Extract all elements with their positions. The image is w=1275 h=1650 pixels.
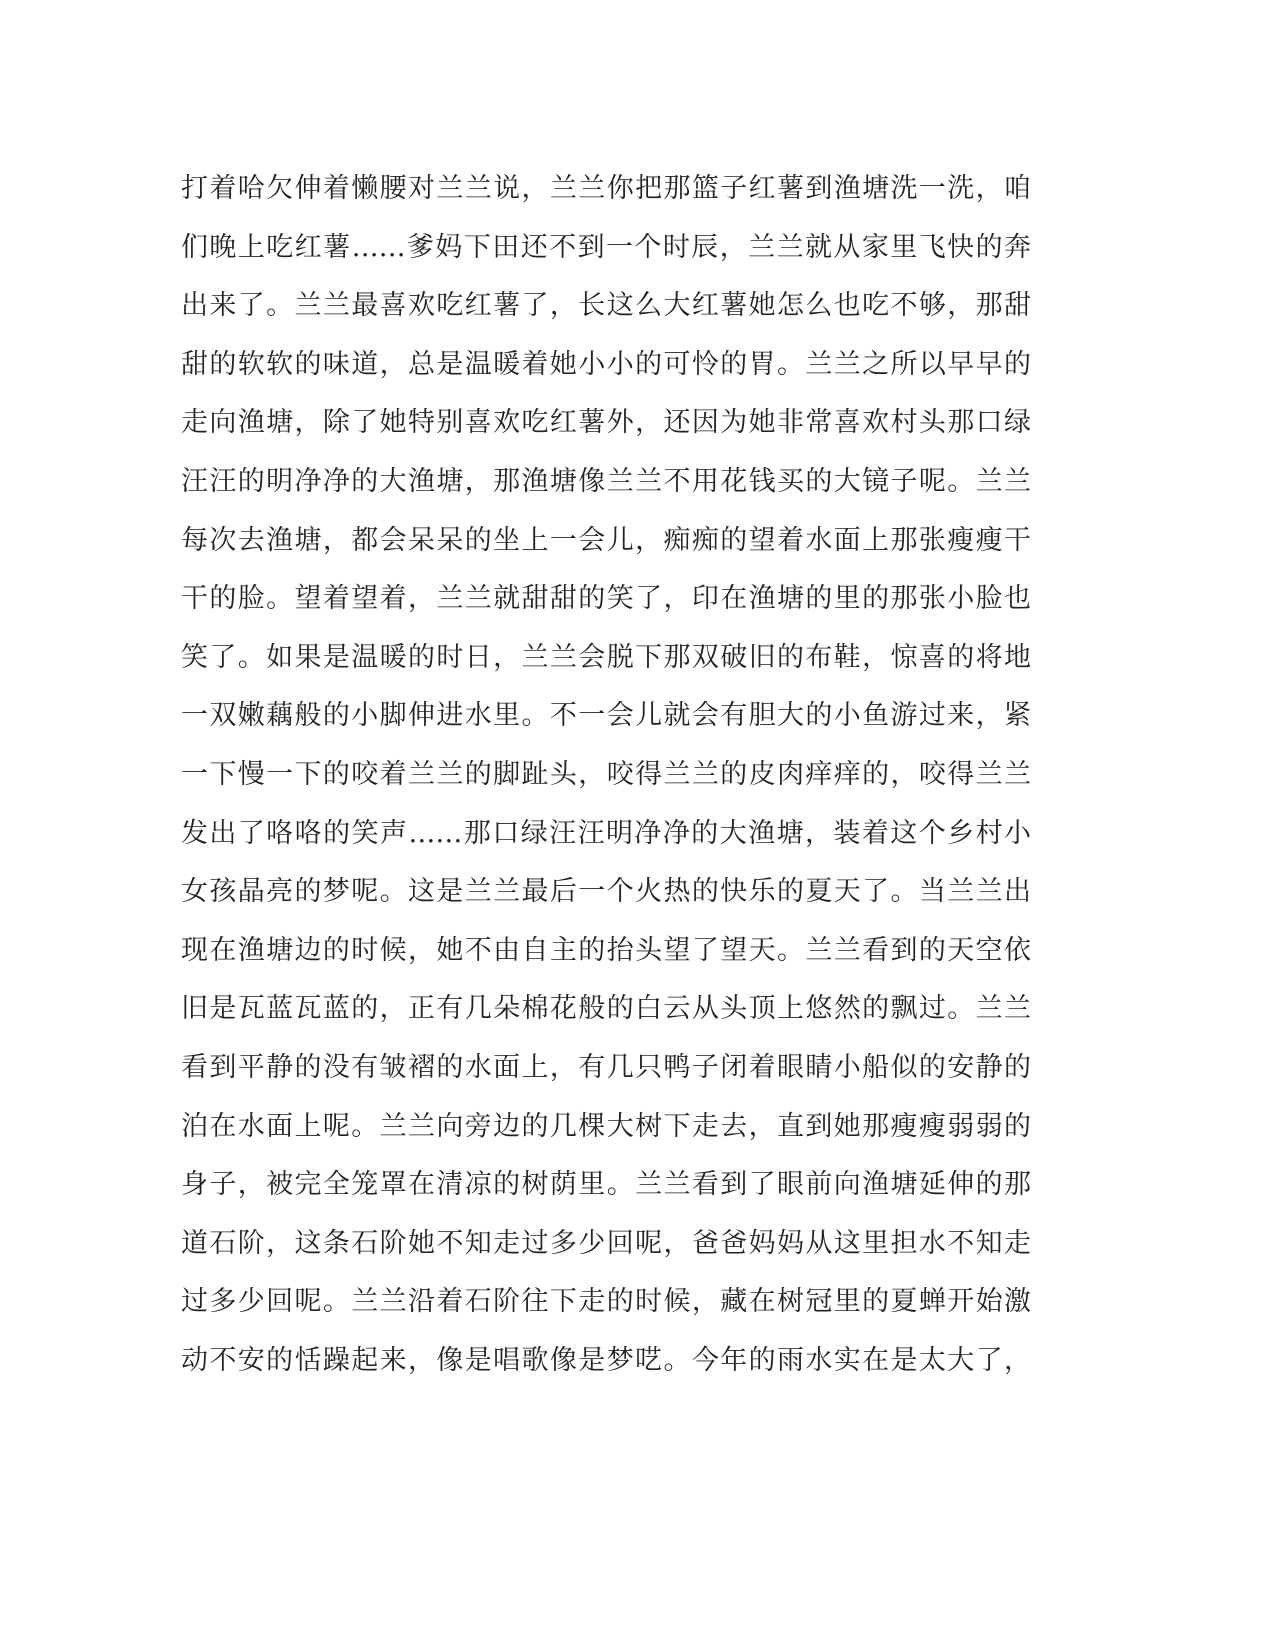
- text-line: 每次去渔塘，都会呆呆的坐上一会儿，痴痴的望着水面上那张瘦瘦干: [181, 524, 1031, 556]
- body-text: [181, 160, 1031, 1390]
- text-line: 一双嫩藕般的小脚伸进水里。不一会儿就会有胆大的小鱼游过来，紧: [181, 700, 1031, 732]
- text-line: 笑了。如果是温暖的时日，兰兰会脱下那双破旧的布鞋，惊喜的将地: [181, 641, 1031, 673]
- text-line: 出来了。兰兰最喜欢吃红薯了，长这么大红薯她怎么也吃不够，那甜: [181, 290, 1031, 322]
- text-line: 走向渔塘，除了她特别喜欢吃红薯外，还因为她非常喜欢村头那口绿: [181, 407, 1031, 439]
- text-line: 汪汪的明净净的大渔塘，那渔塘像兰兰不用花钱买的大镜子呢。兰兰: [181, 465, 1031, 497]
- text-line: 身子，被完全笼罩在清凉的树荫里。兰兰看到了眼前向渔塘延伸的那: [181, 1169, 1031, 1201]
- text-line: 发出了咯咯的笑声……那口绿汪汪明净净的大渔塘，装着这个乡村小: [181, 817, 1031, 849]
- text-line: 看到平静的没有皱褶的水面上，有几只鸭子闭着眼睛小船似的安静的: [181, 1051, 1031, 1083]
- text-line: 一下慢一下的咬着兰兰的脚趾头，咬得兰兰的皮肉痒痒的，咬得兰兰: [181, 758, 1031, 790]
- text-line: 甜的软软的味道，总是温暖着她小小的可怜的胃。兰兰之所以早早的: [181, 348, 1031, 380]
- text-line: 道石阶，这条石阶她不知走过多少回呢，爸爸妈妈从这里担水不知走: [181, 1227, 1031, 1259]
- text-line: 干的脸。望着望着，兰兰就甜甜的笑了，印在渔塘的里的那张小脸也: [181, 583, 1031, 615]
- text-line: 动不安的恬躁起来，像是唱歌像是梦呓。今年的雨水实在是太大了，: [181, 1344, 1031, 1376]
- text-line: 们晚上吃红薯……爹妈下田还不到一个时辰，兰兰就从家里飞快的奔: [181, 231, 1031, 263]
- text-line: 旧是瓦蓝瓦蓝的，正有几朵棉花般的白云从头顶上悠然的飘过。兰兰: [181, 993, 1031, 1025]
- text-line: 打着哈欠伸着懒腰对兰兰说，兰兰你把那篮子红薯到渔塘洗一洗，咱: [181, 173, 1031, 204]
- text-line: 女孩晶亮的梦呢。这是兰兰最后一个火热的快乐的夏天了。当兰兰出: [181, 876, 1031, 908]
- text-line: 泊在水面上呢。兰兰向旁边的几棵大树下走去，直到她那瘦瘦弱弱的: [181, 1110, 1031, 1142]
- text-line: 现在渔塘边的时候，她不由自主的抬头望了望天。兰兰看到的天空依: [181, 934, 1031, 966]
- text-line: 过多少回呢。兰兰沿着石阶往下走的时候，藏在树冠里的夏蝉开始激: [181, 1286, 1031, 1318]
